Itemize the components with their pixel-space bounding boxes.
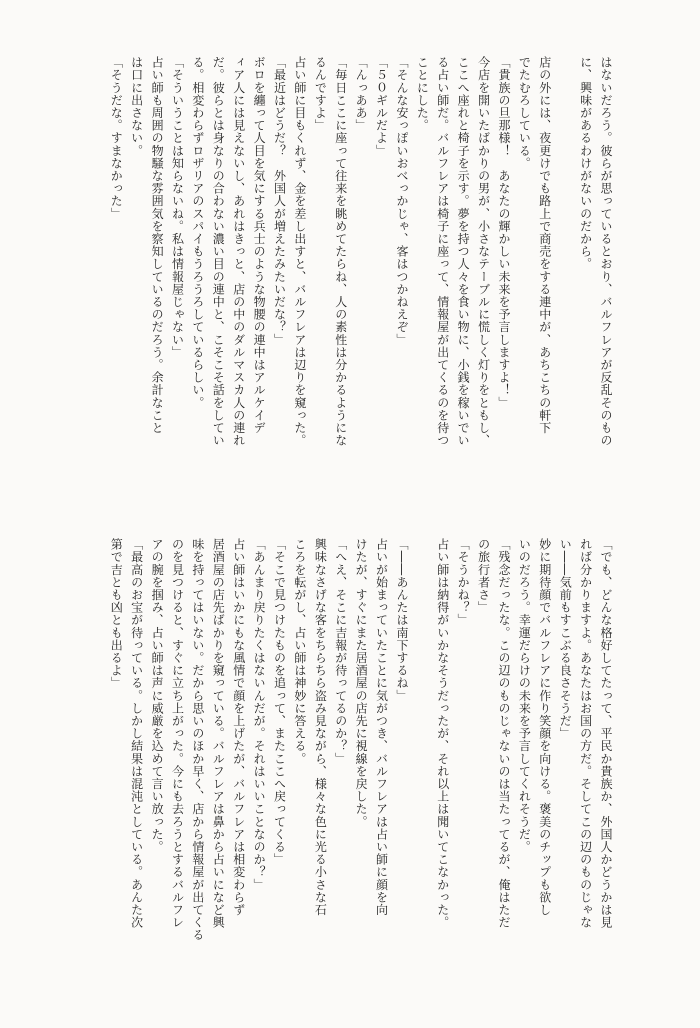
text-line: 「最近はどうだ？ 外国人が増えたみたいだな？」 xyxy=(272,56,287,346)
upper-text-tier xyxy=(76,56,616,491)
text-line xyxy=(555,56,575,491)
text-line: 占いが始まっていたことに気がつき、バルフレアは占い師に顔を向 xyxy=(374,538,389,916)
text-line: 「貴族の旦那様！ あなたの輝かしい未来を予言しますよ！」 xyxy=(496,56,511,409)
text-line: 「残念だったな。この辺のものじゃないのは当たってるが、俺はただ xyxy=(496,538,511,929)
text-line: 「そういうことは知らないね。私は情報屋じゃない」 xyxy=(170,56,185,359)
text-line: ここへ座れと椅子を示す。夢を持つ人々を食い物に、小銭を稼いでい xyxy=(456,56,471,447)
text-line: ィア人には見えないし、あれはきっと、店の中のダルマスカ人の連れ xyxy=(231,56,246,447)
text-line: る占い師だ。バルフレアは椅子に座って、情報屋が出てくるのを待つ xyxy=(435,56,450,447)
text-line: でたむろしている。 xyxy=(517,56,532,170)
text-line: けたが、すぐにまた居酒屋の店先に視線を戻した。 xyxy=(354,538,369,828)
text-line: ことにした。 xyxy=(415,56,430,132)
text-line: アの腕を掴み、占い師は声に威厳を込めて言い放った。 xyxy=(150,538,165,853)
text-line: に、興味があるわけがないのだから。 xyxy=(578,56,593,271)
text-line xyxy=(412,538,432,973)
text-line: 居酒屋の店先ばかりを窺っている。バルフレアは鼻から占いになど興 xyxy=(211,538,226,929)
text-line: 妙に期待顔でバルフレアに作り笑顔を向ける。褒美のチップも欲し xyxy=(537,538,552,916)
text-line: 占い師はいかにもな風情で顔を上げたが、バルフレアは相変わらず xyxy=(231,538,246,916)
text-line: 「でも、どんな格好してたって、平民か貴族か、外国人かどうかは見 xyxy=(599,538,613,929)
text-line: 「へえ、そこに吉報が待ってるのか？」 xyxy=(333,538,348,765)
text-line: 第で吉とも凶とも出るよ」 xyxy=(109,538,124,690)
text-line: 占い師は納得がいかなそうだったが、それ以上は聞いてこなかった。 xyxy=(435,538,450,929)
text-line: 占い師に目もくれず、金を差し出すと、バルフレアは辺りを窺った。 xyxy=(292,56,307,447)
text-line: い――気前もすこぶる良さそうだ」 xyxy=(558,538,573,740)
text-line: 「最高のお宝が待っている。しかし結果は混沌としている。あんた次 xyxy=(129,538,144,929)
text-line: 今店を開いたばかりの男が、小さなテーブルに慌しく灯りをともし、 xyxy=(476,56,491,447)
text-line: 「――あんたは南下するね」 xyxy=(394,538,409,702)
text-line: だ。彼らとは身なりの合わない濃い目の連中と、こそこそ話をしてい xyxy=(211,56,226,447)
text-line: 「そうだな。すまなかった」 xyxy=(109,56,124,220)
text-line: のを見つけると、すぐに立ち上がった。今にも去ろうとするバルフレ xyxy=(170,538,185,929)
lower-text-tier xyxy=(76,538,616,973)
text-line: るんですよ」 xyxy=(313,56,328,132)
text-line: 占い師も周囲の物騒な雰囲気を察知しているのだろう。余計なこと xyxy=(150,56,165,434)
text-line: 味を持ってはいない。だから思いのほか早く、店から情報屋が出てくる xyxy=(190,538,205,942)
text-line: る。相変わらずロザリアのスパイもうろうろしているらしい。 xyxy=(190,56,205,409)
text-line: は口に出さない。 xyxy=(129,56,144,157)
text-line: ボロを纏って人目を気にする兵士のような物腰の連中はアルケイデ xyxy=(252,56,267,434)
text-line: の旅行者さ」 xyxy=(476,538,491,614)
text-line: はないだろう。彼らが思っているとおり、バルフレアが反乱そのもの xyxy=(599,56,613,447)
text-line: 「５０ギルだよ」 xyxy=(374,56,389,157)
text-line: 「そんな安っぽいおべっかじゃ、客はつかねえぞ」 xyxy=(394,56,409,346)
text-line: いのだろう。幸運だらけの未来を予言してくれそうだ。 xyxy=(517,538,532,853)
text-line: 興味なさげな客をちらちら盗み見ながら、様々な色に光る小さな石 xyxy=(313,538,328,916)
text-line: 「んっああ」 xyxy=(354,56,369,132)
text-line: 「毎日ここに座って往来を眺めてたらね、人の素性は分かるようにな xyxy=(333,56,348,447)
text-line: ころを転がし、占い師は神妙に答える。 xyxy=(292,538,307,765)
text-line: れば分かりますよ。あなたはお国の方だ。そしてこの辺のものじゃな xyxy=(578,538,593,929)
text-line: 「そうかね？」 xyxy=(456,538,471,627)
text-line: 店の外には、夜更けでも路上で商売をする連中が、あちこちの軒下 xyxy=(537,56,552,434)
text-line: 「そこで見つけたものを追って、またここへ戻ってくる」 xyxy=(272,538,287,866)
text-line: 「あんまり戻りたくはないんだが。それはいいことなのか？」 xyxy=(252,538,267,891)
